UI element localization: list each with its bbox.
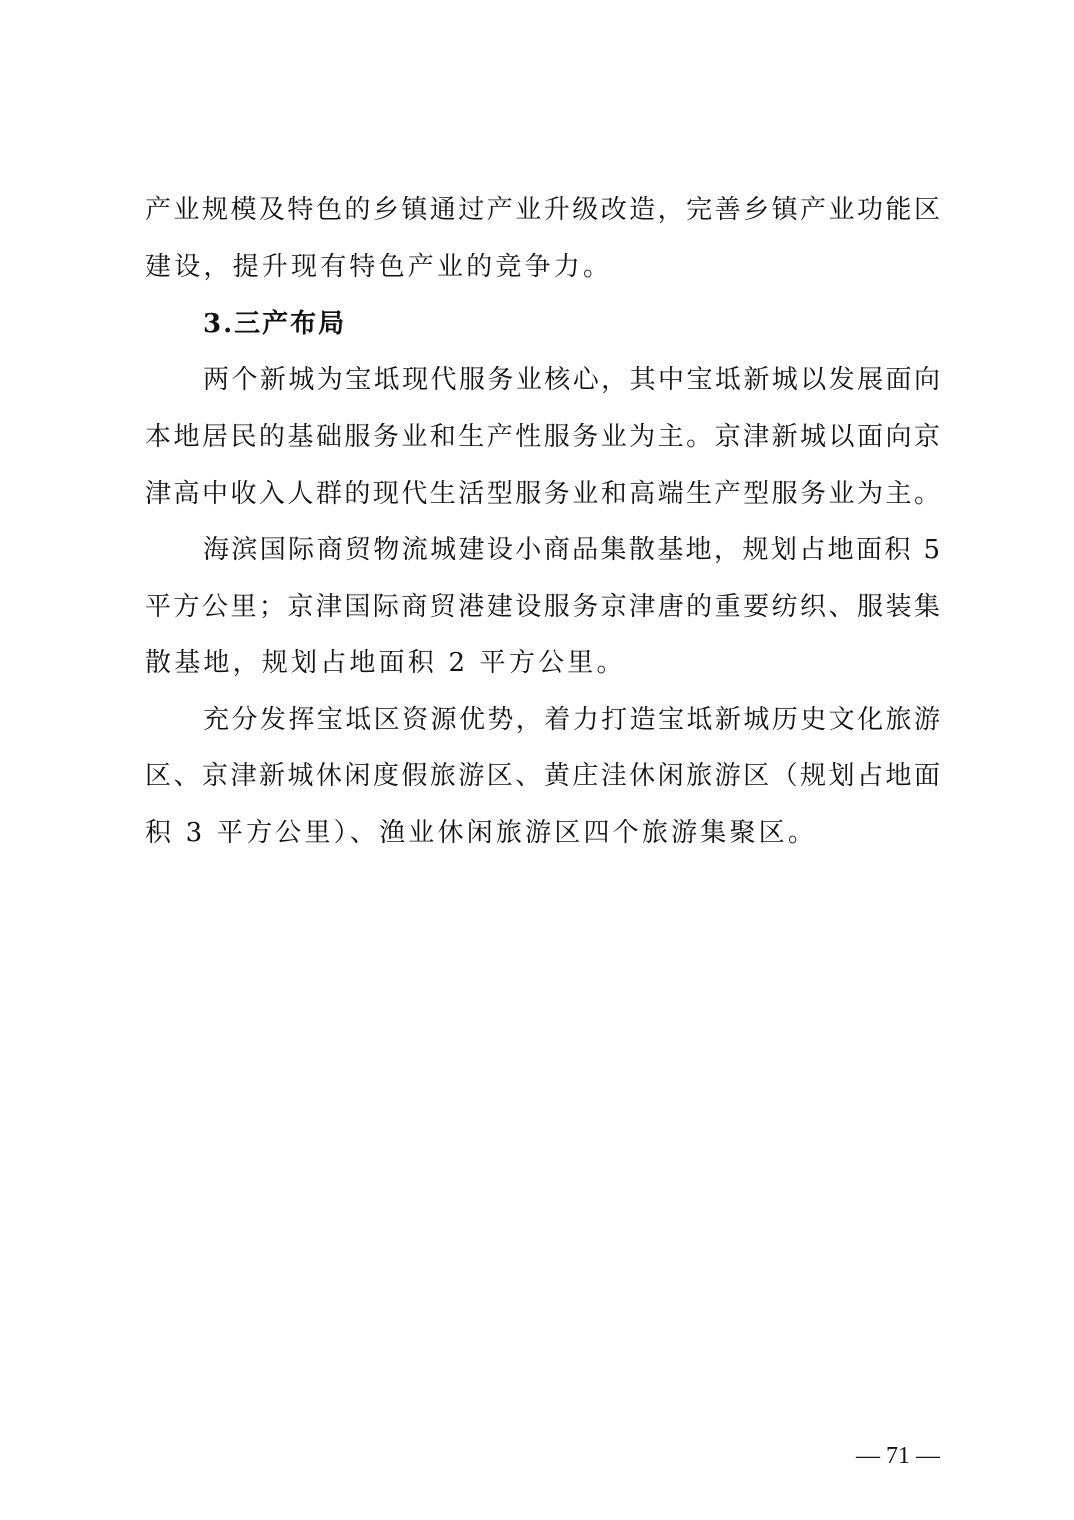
paragraph-2-line-2: 本地居民的基础服务业和生产性服务业为主。京津新城以面向京 [145,422,940,452]
paragraph-4-line-2: 区、京津新城休闲度假旅游区、黄庄洼休闲旅游区（规划占地面 [145,761,940,791]
section-heading: 3.三产布局 [203,309,347,339]
paragraph-1-line-2: 建设，提升现有特色产业的竞争力。 [145,252,613,282]
paragraph-3-line-3: 散基地，规划占地面积 2 平方公里。 [145,648,626,678]
paragraph-4-line-1: 充分发挥宝坻区资源优势，着力打造宝坻新城历史文化旅游 [203,705,940,735]
paragraph-1-line-1: 产业规模及特色的乡镇通过产业升级改造，完善乡镇产业功能区 [145,195,940,225]
paragraph-3-line-1: 海滨国际商贸物流城建设小商品集散基地，规划占地面积 5 [203,535,940,565]
paragraph-4-line-3: 积 3 平方公里）、渔业休闲旅游区四个旅游集聚区。 [145,818,818,848]
paragraph-2-line-1: 两个新城为宝坻现代服务业核心，其中宝坻新城以发展面向 [203,365,940,395]
page-number: — 71 — [856,1443,940,1469]
paragraph-2-line-3: 津高中收入人群的现代生活型服务业和高端生产型服务业为主。 [145,479,940,509]
paragraph-3-line-2: 平方公里；京津国际商贸港建设服务京津唐的重要纺织、服装集 [145,592,940,622]
